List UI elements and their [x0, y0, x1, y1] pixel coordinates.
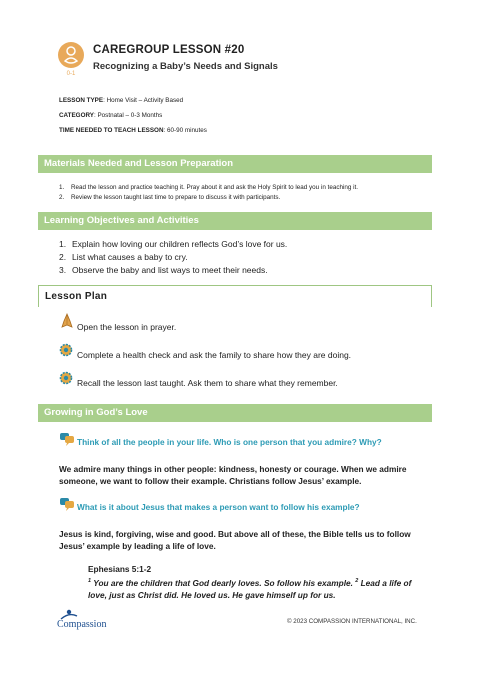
gear-icon: [58, 370, 74, 386]
lesson-category: CATEGORY: Postnatal – 0-3 Months: [59, 112, 163, 119]
list-item: 1. Read the lesson and practice teaching it. Pray about it and ask the Holy Spirit to lead you in teaching it.: [59, 184, 359, 191]
scripture-reference: Ephesians 5:1-2: [88, 564, 152, 574]
brand-name: Compassion: [57, 619, 107, 630]
materials-section-header: Materials Needed and Lesson Preparation: [38, 155, 432, 173]
list-item: 2. Review the lesson taught last time to prepare to discuss it with participants.: [59, 194, 281, 201]
plan-step-text: Open the lesson in prayer.: [77, 322, 177, 332]
compassion-logo: [55, 608, 135, 630]
speech-bubbles-icon: [59, 431, 75, 447]
copyright: © 2023 COMPASSION INTERNATIONAL, INC.: [287, 618, 417, 625]
plan-step-text: Recall the lesson last taught. Ask them to share what they remember.: [77, 378, 338, 388]
page-subtitle: Recognizing a Baby’s Needs and Signals: [93, 61, 278, 72]
praying-hands-icon: [59, 313, 75, 329]
list-item: 1. Explain how loving our children reflects God’s love for us.: [59, 239, 288, 249]
scripture-text: $^1$ You are the children that God dearly loves. So follow his example. $^2$ Lead a life of love, just as Christ did. He loved us. He gave himself up for us.: [88, 577, 412, 600]
paragraph: Jesus is kind, forgiving, wise and good. But above all of these, the Bible tells us to follow Jesus’ example by leading a life of love.: [59, 529, 411, 551]
lesson-time: TIME NEEDED TO TEACH LESSON: 60-90 minutes: [59, 127, 207, 134]
baby-badge-icon: [57, 41, 85, 77]
growing-section-header: Growing in God’s Love: [38, 404, 432, 422]
list-item: 3. Observe the baby and list ways to meet their needs.: [59, 265, 268, 275]
plan-step-text: Complete a health check and ask the family to share how they are doing.: [77, 350, 352, 360]
gear-icon: [58, 342, 74, 358]
objectives-section-header: Learning Objectives and Activities: [38, 212, 432, 230]
paragraph: We admire many things in other people: kindness, honesty or courage. When we admire someone, we want to follow their example. Christians follow Jesus’ example.: [59, 464, 407, 486]
speech-bubbles-icon: [59, 496, 75, 512]
lesson-type: LESSON TYPE: Home Visit – Activity Based: [59, 97, 184, 104]
lesson-plan-header: Lesson Plan: [38, 285, 432, 307]
badge-text: 0-1: [66, 71, 76, 77]
list-item: 2. List what causes a baby to cry.: [59, 252, 188, 262]
discussion-question: What is it about Jesus that makes a person want to follow his example?: [77, 502, 360, 512]
page-title: CAREGROUP LESSON #20: [93, 44, 245, 56]
discussion-question: Think of all the people in your life. Who is one person that you admire? Why?: [77, 437, 382, 447]
